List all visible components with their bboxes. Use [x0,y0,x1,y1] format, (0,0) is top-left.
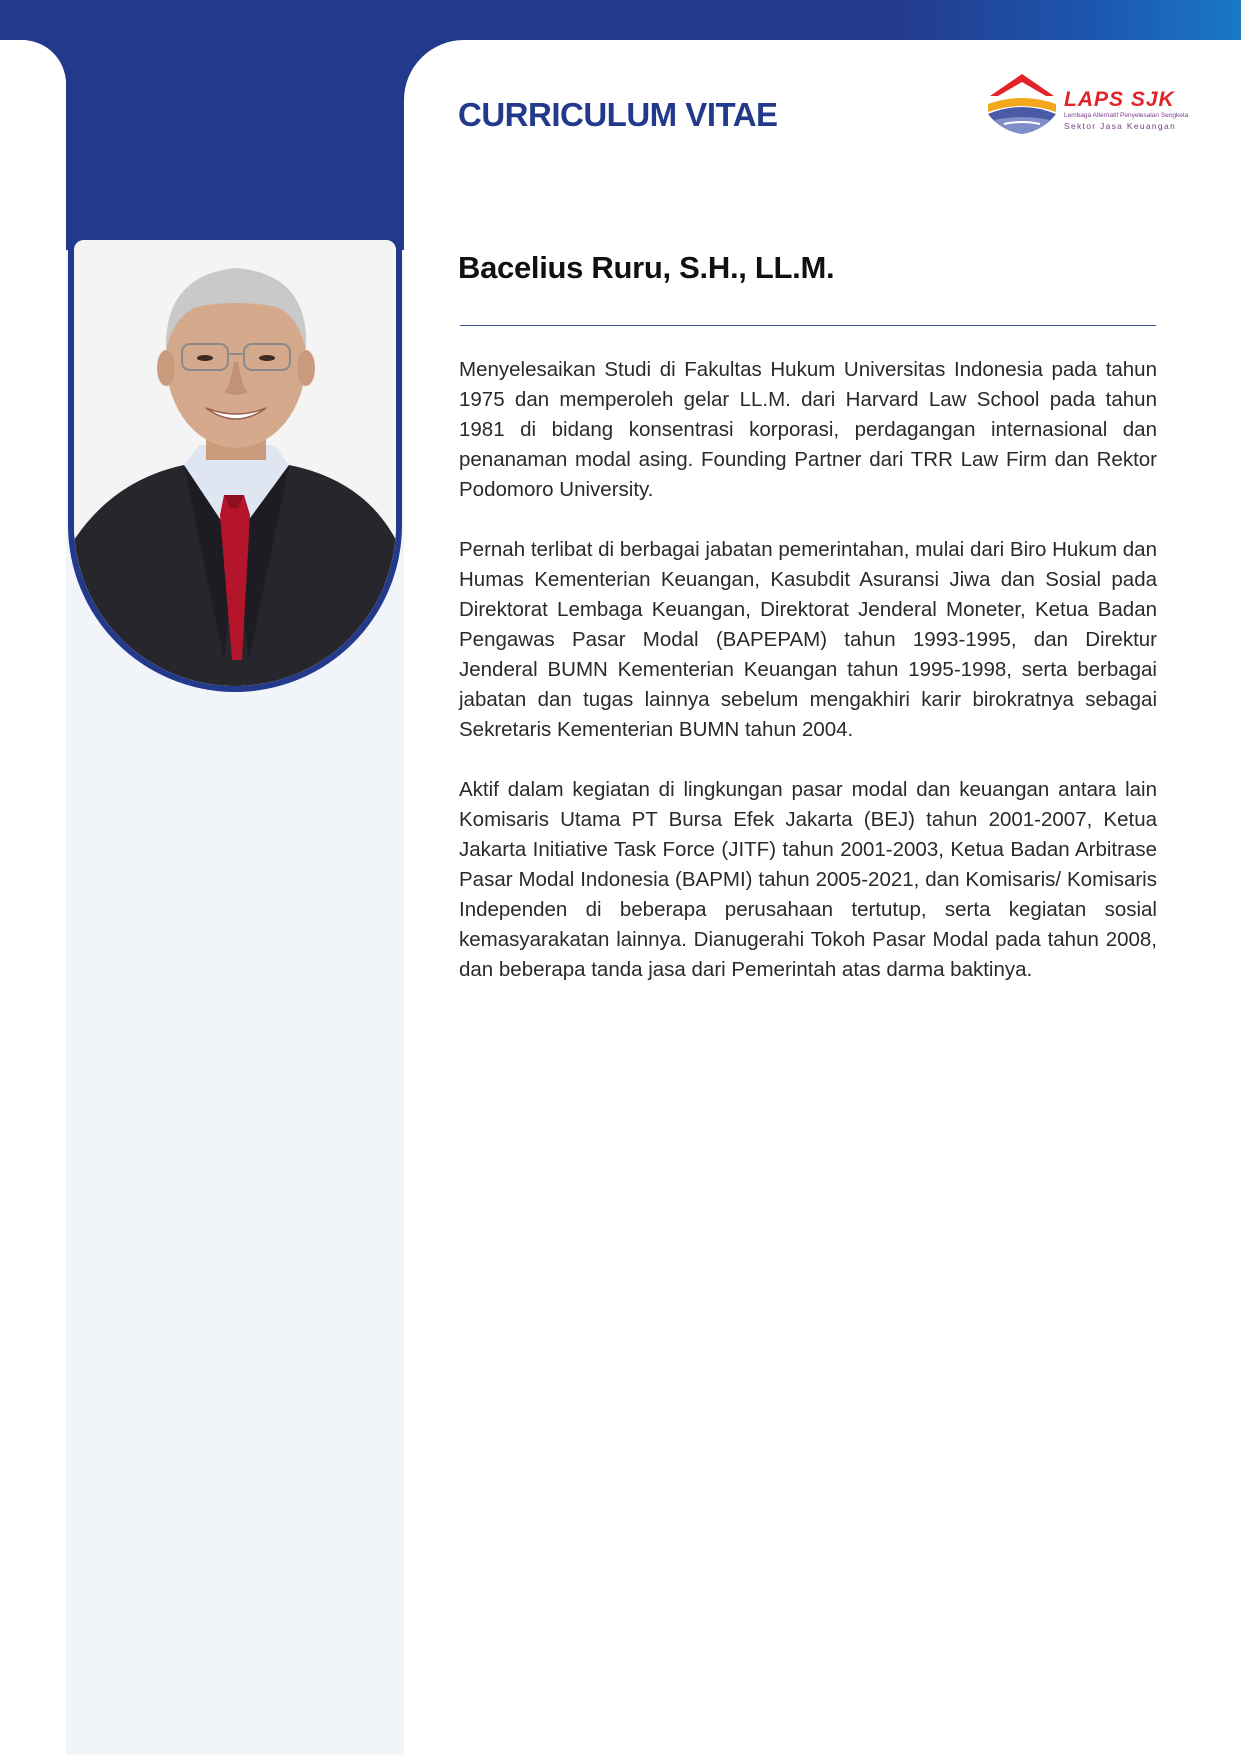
page-title: CURRICULUM VITAE [458,96,778,133]
logo-mark-icon [984,70,1060,150]
left-margin [0,40,66,1755]
bio-paragraph-capital-market: Aktif dalam kegiatan di lingkungan pasar modal dan keuangan antara lain Komisaris Utama PT Bursa Efek Jakarta (BEJ) tahun 2001-2007, Ketua Jakarta Initiative Task Force (JITF) tahun 2001-2003, Ketua Badan Arbitrase Pasar Modal Indonesia (BAPMI) tahun 2005-2021, dan Komisaris/ Komisaris Independen di beberapa perusahaan tertutup, serta kegiatan sosial kemasyarakatan lainnya. Dianugerahi Tokoh Pasar Modal pada tahun 2008, dan beberapa tanda jasa dari Pemerintah atas darma baktinya. [459,778,1157,981]
portrait-photo [74,240,396,686]
sidebar-header-block [66,40,404,250]
logo-subtitle: Lembaga Alternatif Penyelesaian Sengketa [1064,112,1189,119]
portrait-frame [68,236,402,692]
bio-paragraph-education: Menyelesaikan Studi di Fakultas Hukum Universitas Indonesia pada tahun 1975 dan memperoleh gelar LL.M. dari Harvard Law School pada tahun 1981 di bidang konsentrasi korporasi, perdagangan internasional dan penanaman modal asing. Founding Partner dari TRR Law Firm dan Rektor Podomoro University. [459,358,1157,501]
logo-wordmark: LAPS SJK [1064,88,1175,111]
laps-sjk-logo [984,70,1189,150]
person-name: Bacelius Ruru, S.H., LL.M. [458,250,835,285]
top-banner [0,0,1241,40]
logo-tagline: Sektor Jasa Keuangan [1064,121,1177,131]
bio-paragraph-government: Pernah terlibat di berbagai jabatan pemerintahan, mulai dari Biro Hukum dan Humas Kementerian Keuangan, Kasubdit Asuransi Jiwa dan Sosial pada Direktorat Lembaga Keuangan, Direktorat Jenderal Moneter, Ketua Badan Pengawas Pasar Modal (BAPEPAM) tahun 1993-1995, dan Direktur Jenderal BUMN Kementerian Keuangan tahun 1995-1998, serta berbagai jabatan dan tugas lainnya sebelum mengakhiri karir birokratnya sebagai Sekretaris Kementerian BUMN tahun 2004. [459,538,1157,741]
name-divider [460,325,1156,326]
biography [459,355,1157,1015]
